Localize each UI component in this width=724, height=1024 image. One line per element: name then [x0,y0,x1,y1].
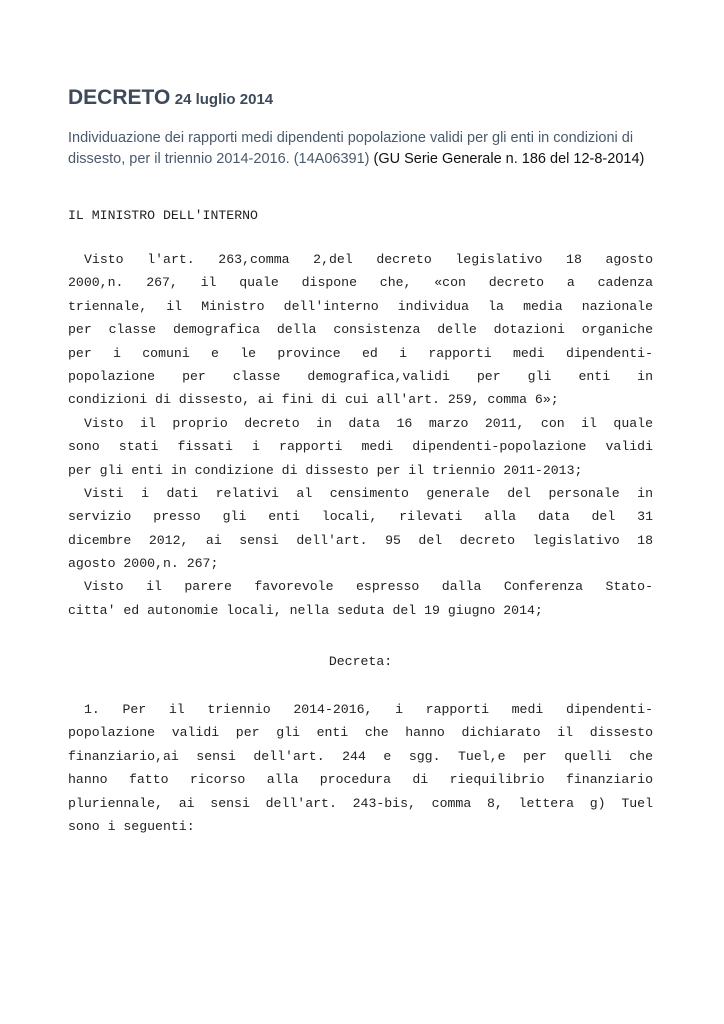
decreta-heading [68,650,653,673]
premise-line: Visto l'art. 263,comma 2,del decreto legislativo 18 agosto [84,252,653,267]
premise-line: per gli enti in condizione di dissesto per il triennio 2011-2013; [68,462,583,478]
premise-line: 2000,n. 267, il quale dispone che, «con decreto a cadenza [68,275,653,291]
premise-line: citta' ed autonomie locali, nella seduta del 19 giugno 2014; [68,602,543,618]
decree-subtitle [68,128,668,170]
premise-line: popolazione per classe demografica,validi per gli enti in [68,368,653,384]
premise-line: Visti i dati relativi al censimento generale del personale in [84,485,653,501]
article-line: hanno fatto ricorso alla procedura di riequilibrio finanziario [68,772,653,788]
issuer-heading: IL MINISTRO DELL'INTERNO [68,208,258,223]
decree-date: 24 luglio 2014 [174,91,274,108]
decree-type: DECRETO [68,86,171,109]
premises-block [68,248,653,622]
article-line: sono i seguenti: [68,818,195,834]
premise-line: sono stati fissati i rapporti medi dipendenti-popolazione validi [68,439,653,455]
premise-line: Visto il proprio decreto in data 16 marzo 2011, con il quale [84,415,653,431]
article-line: finanziario,ai sensi dell'art. 244 e sgg. Tuel,e per quelli che [68,748,653,764]
premise-line: servizio presso gli enti locali, rilevati alla data del 31 [68,509,653,525]
decreta-label: Decreta: [328,654,393,669]
article-line: 1. Per il triennio 2014-2016, i rapporti medi dipendenti- [84,702,653,717]
premise-line: triennale, il Ministro dell'interno individua la media nazionale [68,298,653,314]
premise-line: Visto il parere favorevole espresso dalla Conferenza Stato- [84,579,653,595]
premise-line: condizioni di dissesto, ai fini di cui all'art. 259, comma 6»; [68,392,559,408]
article-line: popolazione validi per gli enti che hanno dichiarato il dissesto [68,725,653,741]
article-block [68,698,653,838]
premise-line: dicembre 2012, ai sensi dell'art. 95 del decreto legislativo 18 [68,532,653,548]
decree-description: Individuazione dei rapporti medi dipendenti popolazione validi per gli enti in condizioni di dissesto, per il triennio 2014-2016. (14A06391) [68,130,634,167]
decree-title [68,86,273,110]
premise-line: per i comuni e le province ed i rapporti medi dipendenti- [68,345,653,361]
premise-line: agosto 2000,n. 267; [68,556,219,572]
premise-line: per classe demografica della consistenza delle dotazioni organiche [68,322,653,338]
article-line: pluriennale, ai sensi dell'art. 243-bis, comma 8, lettera g) Tuel [68,795,653,811]
gazette-reference: (GU Serie Generale n. 186 del 12-8-2014) [373,151,645,167]
